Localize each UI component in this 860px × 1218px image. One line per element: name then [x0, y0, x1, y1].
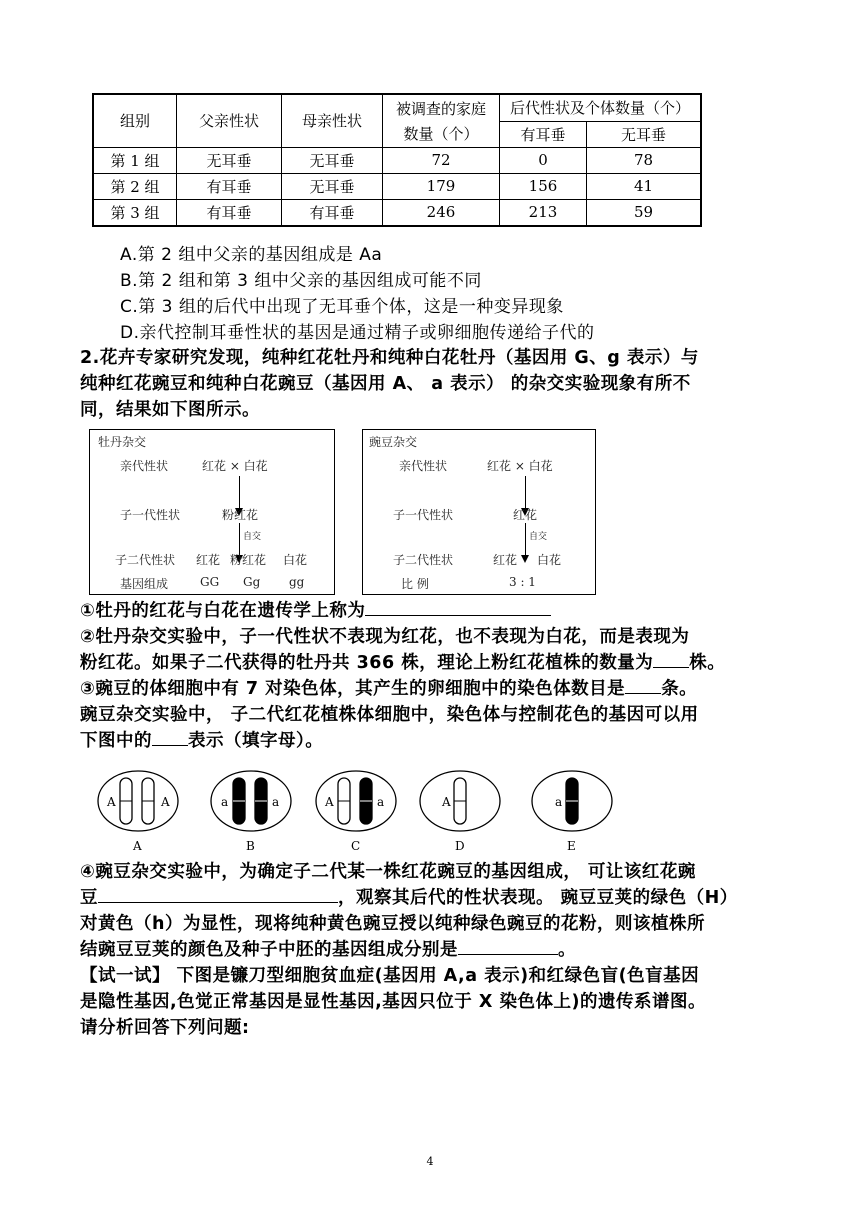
- gene-label: a: [221, 795, 229, 809]
- pea-f2-red: 红花: [493, 553, 518, 567]
- header-offspring: 后代性状及个体数量（个）: [500, 94, 702, 121]
- try-tag: 【试一试】: [80, 966, 170, 986]
- cell-father: 无耳垂: [177, 147, 282, 173]
- pea-parent-cross: 红花 × 白花: [487, 459, 553, 473]
- try-line-3: 请分析回答下列问题:: [80, 1018, 250, 1038]
- q-part-3a-suffix: 条。: [661, 679, 698, 699]
- header-families: 被调查的家庭: [383, 94, 500, 121]
- table-row: [93, 173, 701, 199]
- peony-f1-value: 粉红花: [222, 508, 259, 522]
- peony-f2-white: 白花: [283, 553, 308, 567]
- peony-genotype-label: 基因组成: [120, 577, 169, 591]
- cell-mother: 有耳垂: [282, 199, 383, 226]
- peony-genotype-gg-dominant: GG: [200, 575, 220, 589]
- q-part-4c: 对黄色（h）为显性，现将纯种黄色豌豆授以纯种绿色豌豆的花粉，则该植株所: [80, 914, 705, 934]
- pea-f2-white: 白花: [537, 553, 562, 567]
- q2-line-3: 同，结果如下图所示。: [80, 400, 260, 420]
- cell-label: A: [133, 839, 142, 853]
- cell-group: 第 1 组: [93, 147, 177, 173]
- q2-line-1: 2.花卉专家研究发现，纯种红花牡丹和纯种白花牡丹（基因用 G、g 表示）与: [80, 348, 699, 368]
- peony-f1-label: 子一代性状: [120, 508, 181, 522]
- cell-label: B: [246, 839, 255, 853]
- q-part-2b: [80, 649, 725, 674]
- gene-label: A: [442, 795, 451, 809]
- answer-blank[interactable]: [98, 884, 338, 903]
- gene-label: A: [325, 795, 334, 809]
- chromosome-cells-diagram: [90, 764, 630, 856]
- peony-parent-label: 亲代性状: [120, 459, 169, 473]
- try-line-1-text: 下图是镰刀型细胞贫血症(基因用 A,a 表示)和红绿色盲(色盲基因: [170, 966, 700, 986]
- gene-label: a: [377, 795, 385, 809]
- cell-e: [532, 771, 612, 853]
- cell-without: 59: [587, 199, 702, 226]
- cell-with: 156: [500, 173, 587, 199]
- cell-group: 第 2 组: [93, 173, 177, 199]
- peony-f2-red: 红花: [196, 553, 221, 567]
- cell-mother: 无耳垂: [282, 173, 383, 199]
- q2-line-2: 纯种红花豌豆和纯种白花豌豆（基因用 A、 a 表示） 的杂交实验现象有所不: [80, 374, 691, 394]
- q-part-4d: [80, 936, 576, 961]
- option-c: C.第 3 组的后代中出现了无耳垂个体，这是一种变异现象: [120, 297, 564, 317]
- q-part-4b-text: 豆: [80, 888, 98, 908]
- gene-label: a: [555, 795, 563, 809]
- peony-cross-diagram: [89, 429, 335, 595]
- pea-f1-value: 红花: [513, 508, 538, 522]
- peony-genotype-gg-hetero: Gg: [243, 575, 261, 589]
- q-part-1-text: ①牡丹的红花与白花在遗传学上称为: [80, 601, 366, 621]
- q-part-3c-text: 下图中的: [80, 731, 152, 751]
- arrow-down-icon: [525, 523, 526, 561]
- cell-without: 41: [587, 173, 702, 199]
- pea-cross-diagram: [362, 429, 596, 595]
- cell-families: 72: [383, 147, 500, 173]
- cell-father: 有耳垂: [177, 199, 282, 226]
- peony-title: 牡丹杂交: [98, 435, 147, 449]
- answer-blank[interactable]: [653, 649, 689, 668]
- peony-parent-cross: 红花 × 白花: [202, 459, 268, 473]
- pea-title: 豌豆杂交: [369, 435, 418, 449]
- cell-group: 第 3 组: [93, 199, 177, 226]
- cell-label: E: [567, 839, 576, 853]
- q-part-4b: [80, 884, 738, 909]
- peony-f2-pink: 粉红花: [230, 553, 267, 567]
- gene-label: A: [161, 795, 170, 809]
- q-part-3a: [80, 675, 697, 700]
- q-part-4b-suffix: ，观察其后代的性状表现。 豌豆豆荚的绿色（H）: [338, 888, 738, 908]
- cell-families: 246: [383, 199, 500, 226]
- answer-blank[interactable]: [625, 675, 661, 694]
- q-part-3b: 豌豆杂交实验中， 子二代红花植株体细胞中，染色体与控制花色的基因可以用: [80, 705, 699, 725]
- cell-label: C: [351, 839, 361, 853]
- cell-father: 有耳垂: [177, 173, 282, 199]
- peony-genotype-gg-recessive: gg: [289, 575, 305, 589]
- q-part-4d-text: 结豌豆豆荚的颜色及种子中胚的基因组成分别是: [80, 940, 458, 960]
- cell-c: [316, 771, 396, 853]
- cell-with: 213: [500, 199, 587, 226]
- cell-a: [98, 771, 178, 853]
- answer-blank[interactable]: [365, 597, 551, 616]
- header-father: 父亲性状: [177, 94, 282, 147]
- try-line-1: [80, 962, 699, 987]
- cell-d: [420, 771, 500, 853]
- pea-f2-label: 子二代性状: [393, 553, 454, 567]
- gene-label: A: [107, 795, 116, 809]
- answer-blank[interactable]: [152, 727, 188, 746]
- header-mother: 母亲性状: [282, 94, 383, 147]
- cell-with: 0: [500, 147, 587, 173]
- cell-mother: 无耳垂: [282, 147, 383, 173]
- answer-blank[interactable]: [458, 936, 558, 955]
- option-b: B.第 2 组和第 3 组中父亲的基因组成可能不同: [120, 271, 482, 291]
- q-part-3a-text: ③豌豆的体细胞中有 7 对染色体，其产生的卵细胞中的染色体数目是: [80, 679, 626, 699]
- table-row: [93, 147, 701, 173]
- pea-ratio-label: 比 例: [401, 577, 429, 591]
- option-a: A.第 2 组中父亲的基因组成是 Aa: [120, 245, 383, 265]
- pea-ratio-value: 3 : 1: [509, 575, 536, 589]
- q-part-3c-suffix: 表示（填字母）。: [188, 731, 324, 751]
- q-part-2b-text: 粉红花。如果子二代获得的牡丹共 366 株，理论上粉红花植株的数量为: [80, 653, 654, 673]
- pea-f1-label: 子一代性状: [393, 508, 454, 522]
- q-part-3c: [80, 727, 323, 752]
- pea-parent-label: 亲代性状: [399, 459, 448, 473]
- peony-f2-label: 子二代性状: [115, 553, 176, 567]
- q-part-2a: ②牡丹杂交实验中，子一代性状不表现为红花，也不表现为白花，而是表现为: [80, 627, 690, 647]
- pea-self-cross: 自交: [529, 532, 548, 542]
- peony-self-cross: 自交: [243, 532, 262, 542]
- header-families-unit: 数量（个）: [383, 121, 500, 147]
- cell-without: 78: [587, 147, 702, 173]
- q-part-2b-suffix: 株。: [689, 653, 726, 673]
- gene-label: a: [272, 795, 280, 809]
- page-number: 4: [426, 1155, 434, 1168]
- q-part-4d-suffix: 。: [558, 940, 576, 960]
- q-part-1: [80, 597, 551, 622]
- table-row: [93, 199, 701, 226]
- cell-families: 179: [383, 173, 500, 199]
- header-group: 组别: [93, 94, 177, 147]
- q-part-4a: ④豌豆杂交实验中，为确定子二代某一株红花豌豆的基因组成， 可让该红花豌: [80, 862, 696, 882]
- header-without-lobe: 无耳垂: [587, 121, 702, 147]
- cell-label: D: [455, 839, 465, 853]
- header-with-lobe: 有耳垂: [500, 121, 587, 147]
- try-line-2: 是隐性基因,色觉正常基因是显性基因,基因只位于 X 染色体上)的遗传系谱图。: [80, 992, 706, 1012]
- earlobe-survey-table: [92, 93, 702, 227]
- cell-b: [211, 771, 291, 853]
- option-d: D.亲代控制耳垂性状的基因是通过精子或卵细胞传递给子代的: [120, 323, 595, 343]
